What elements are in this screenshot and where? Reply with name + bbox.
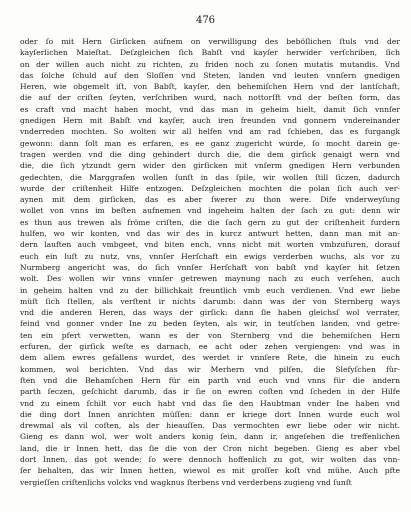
text-line: müſt ſich ſtellen, als verſtent ir nichts darumb: dann was der von Sternberg ways [20,296,400,306]
text-line: die auf der criſten ſeyten, verſchriben wurd, nach nottorſft vnd der beſten form, das [20,93,400,103]
text-line: es craft vnd macht haben mocht, vnd das man in geheim hielt, damit ſich vnnſer [20,104,400,114]
text-line: wurde der criſtenheit Hilfe entzogen. Deſzgleichen mochten die polan ſich auch ver- [20,183,400,193]
text-line: Gieng es dann wol, wer wolt anders konig ſein, dann ir, angeſehen die treffenlichen [20,432,400,442]
text-line: vnd die anderen Heren, das ways der girſick: dann ſie haben gleichsſ wol verrater, [20,308,400,318]
text-line: euch ein luſt zu nutz, vns, vnnſer Herſchaft ein ewigs verderben wuchs, als vor zu [20,251,400,261]
text-line: das ſolche ſchuld auf den Sloſſen vnd Steten, landen vnd leuten vnnſern gnedigen [20,70,400,80]
text-line: parth ſeczen, geſchicht darumb, das ir ſie on ewren coſten vnd ſcheden in der Hilfe [20,387,400,397]
text-line: dern lauften auch vmbgeet, vnd biten ench, vnns nicht mit worten vmbzufuren, dorauf [20,240,400,250]
text-line: Heren, wie obgemelt iſt, von Babſt, kayſer, den behemiſchen Hern vnd der lantſchaft, [20,82,400,92]
text-line: gnedigen Hern mit Babſt vnd kayſer, auch iren freunden vnd gonnern vndereinander [20,116,400,126]
text-line: erfuren, der girſick weſte es darnach, ee acht oder zehen vergiengen: vnd was in [20,342,400,352]
text-line: hulfen, wo wir konten, vnd das wir des in kurcz antwurt hetten, dann man mit an- [20,229,400,239]
text-line: dort Innen, das got wende; ſo were dennoch hoffenlich zu got, wir wolten das vnn- [20,454,400,464]
text-line: ten ein pfert verwetten, wann es der von Sternberg vnd die behemiſchen Hern [20,330,400,340]
page-number: 476 [195,15,216,26]
text-line: tragen werden vnd die ding gehindert durch die, die dem girſick genaigt wern vnd [20,149,400,159]
text-line: dem allem ewres gefallens wurdet, des werdet ir vnnſere Rete, die hinein zu euch [20,353,400,363]
text-line: aynen mit dem girſicken, das es aber ſwerer zu thon were. Dife vnderweyſung [20,195,400,205]
text-line: vnd zu einem ſchilt vor euch habt vnd das ſie den Haubtman vnder Ine haben vnd [20,398,400,408]
text-line: die, die ſich ytzundt gern wider den girſicken mit vnſerm gnedigen Hern verbunden [20,161,400,171]
body-text [20,36,400,488]
text-line: wollet von vnns im beſten aufnemen vnd ingeheim halten der ſach zu gut: denn wir [20,206,400,216]
text-line: land, die ir Innen hett, das ſie die von der Cron nicht begeben. Gieng es aber vbel [20,443,400,453]
text-line: vnderreden mochten. So wolten wir all helfen vnd am rad ſchieben, das es furgangk [20,127,400,137]
text-line: vergieſſen criſtenlichs volcks vnd wagknus ſterbens vnd verderbens zugieng vnd ſunſt [20,477,352,487]
text-line: feind vnd gonner vnder Ine zu beden ſeyten, als wir, in teutſchen landen, vnd getre- [20,319,400,329]
text-line: wolt. Des wollen wir vnns vnnſer getrewen maynung nach zu euch verſehen, auch [20,274,400,284]
text-line: die ding dort Innen anrichten müſſen: dann er kriege dort Innen wurde euch wol [20,409,400,419]
text-line: Nurmberg angericht was, do ſich vnnſer Herſchaft von babſt vnd kayſer hit ſetzen [20,262,400,272]
text-line: oder ſo mit Hern Girſicken aufnem on verwilligung des beböſlichen ſtuls vnd der [20,37,400,46]
text-line: ſer behalten, das wir Innen hetten, wiewol es mit groſſer koſt vnd mühe. Auch pfte [20,466,400,476]
text-line: ſten vnd die Behamſchen Hern für ein parth vnd euch vnd vnns für die andern [20,375,400,385]
text-line: kommen, wol berichten. Vnd das wir Merhern vnd pilſen, die Slefyſchen für- [20,364,400,374]
text-line: gedechten, die Marggrafen wollen ſunſt in das ſpile, wir wollen ſtill ſiczen, dadurch [20,172,400,182]
text-line: drewmal als vil coſten, als der hieauſſen. Das vermochten ewr liebe oder wir nicht. [20,421,400,431]
text-line: kayſerlichen Maieſtat. Deſzgleichen ſich Babſt vnd kayſer herwider verſchriben, ſich [20,48,400,58]
text-line: in geheim halten vnd zu der billichkait freuntlich vmb euch verdienen. Vnd ewr liebe [20,285,400,295]
text-line: on der willen auch nicht zu richten, zu friden noch zu ſonen mutatis mutandis. Vnd [20,59,400,69]
text-line: gewonn: dann ſolt man es erfaren, es ee ganz zugericht wurde, ſo mocht darein ge- [20,138,400,148]
text-line: es thun aus trewen als fröme criſten, die die ſach gern zu gut der criſtenheit furdern [20,217,400,227]
